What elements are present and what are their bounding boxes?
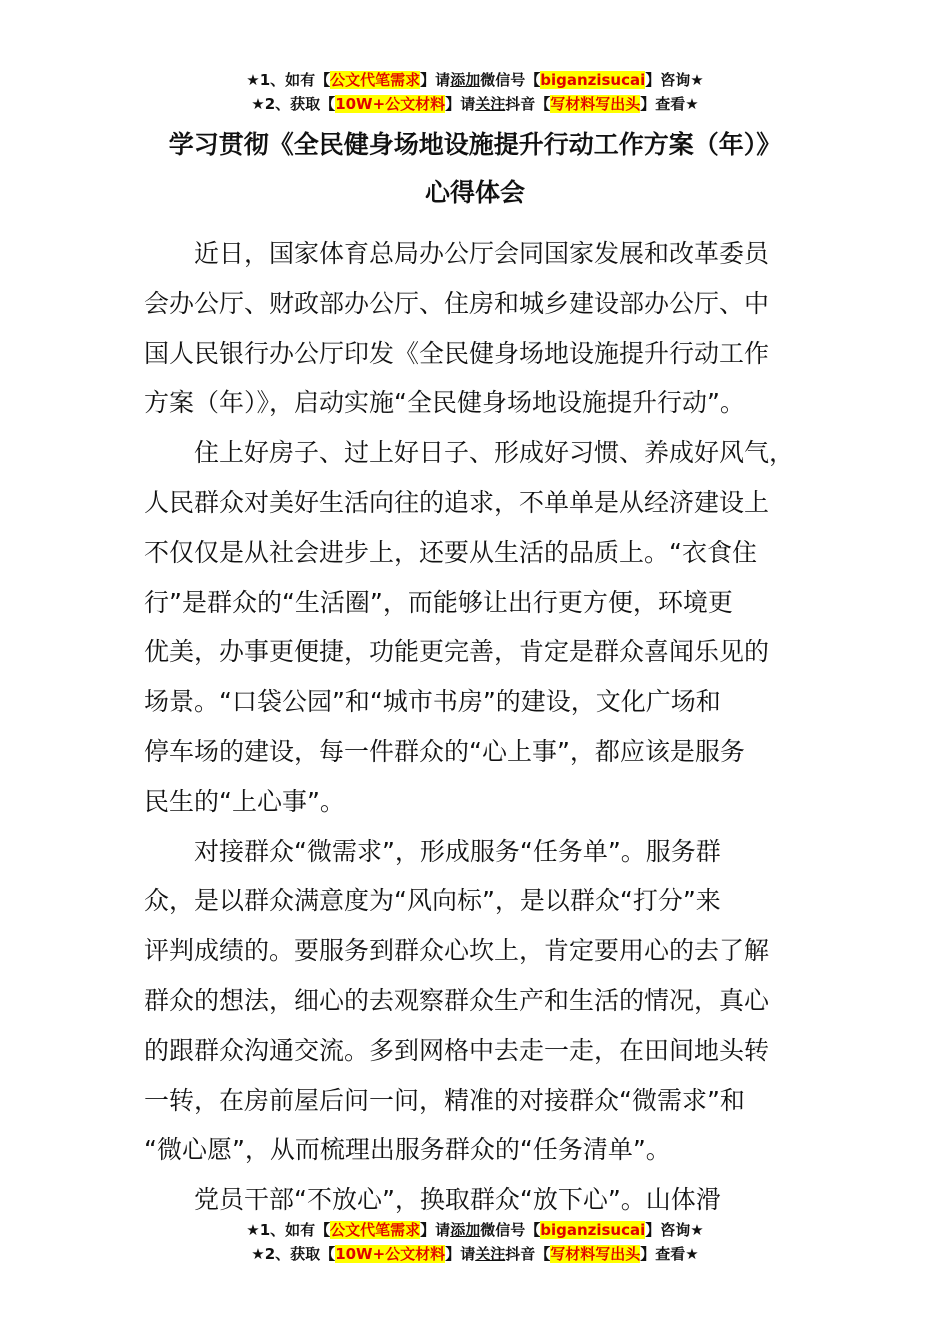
paragraph-line: 群众的想法，细心的去观察群众生产和生活的情况，真心 — [144, 985, 770, 1015]
banner-line-2: ★2、获取【10W+公文材料】请关注抖音【写材料写出头】查看★ — [251, 1245, 699, 1263]
paragraph-line: 停车场的建设，每一件群众的“心上事”，都应该是服务 — [144, 736, 745, 766]
footer-banner — [0, 1218, 950, 1266]
paragraph-line: 优美，办事更便捷，功能更完善，肯定是群众喜闻乐见的 — [144, 637, 770, 667]
banner-line-1: ★1、如有【公文代笔需求】请添加微信号【biganzisucai】咨询★ — [246, 1221, 704, 1239]
header-banner — [0, 68, 950, 116]
paragraph-line: 方案（年）》，启动实施“全民健身场地设施提升行动”。 — [144, 388, 745, 418]
paragraph-line: 行”是群众的“生活圈”，而能够让出行更方便，环境更 — [144, 587, 733, 617]
paragraph-line: 会办公厅、财政部办公厅、住房和城乡建设部办公厅、中 — [144, 288, 770, 318]
paragraph-line: 民生的“上心事”。 — [144, 786, 345, 816]
highlight-text: 10W+公文材料 — [335, 95, 446, 113]
document-title: 学习贯彻《全民健身场地设施提升行动工作方案（年）》 — [168, 130, 782, 159]
paragraph-line: 党员干部“不放心”，换取群众“放下心”。山体滑 — [194, 1185, 721, 1215]
paragraph-line: 人民群众对美好生活向往的追求，不单单是从经济建设上 — [144, 487, 770, 517]
paragraph-line: 评判成绩的。要服务到群众心坎上，肯定要用心的去了解 — [144, 936, 770, 966]
document-subtitle: 心得体会 — [424, 178, 525, 207]
paragraph-line: 一转，在房前屋后问一问，精准的对接群众“微需求”和 — [144, 1085, 745, 1115]
paragraph-line: 众，是以群众满意度为“风向标”，是以群众“打分”来 — [144, 886, 721, 916]
wechat-id: biganzisucai — [540, 1221, 646, 1239]
paragraph-line: 住上好房子、过上好日子、形成好习惯、养成好风气， — [194, 438, 795, 468]
wechat-id: biganzisucai — [540, 71, 646, 89]
paragraph-line: 国人民银行办公厅印发《全民健身场地设施提升行动工作 — [144, 338, 770, 368]
paragraph-line: 对接群众“微需求”，形成服务“任务单”。服务群 — [194, 836, 721, 866]
paragraph-line: 近日，国家体育总局办公厅会同国家发展和改革委员 — [194, 239, 770, 268]
douyin-id: 写材料写出头 — [550, 1245, 641, 1263]
paragraph-line: 的跟群众沟通交流。多到网格中去走一走，在田间地头转 — [144, 1035, 770, 1065]
banner-line-2: ★2、获取【10W+公文材料】请关注抖音【写材料写出头】查看★ — [251, 95, 699, 113]
highlight-text: 10W+公文材料 — [335, 1245, 446, 1263]
document-body — [144, 229, 834, 1225]
banner-line-1: ★1、如有【公文代笔需求】请添加微信号【biganzisucai】咨询★ — [246, 71, 704, 89]
paragraph-line: “微心愿”，从而梳理出服务群众的“任务清单”。 — [144, 1135, 671, 1165]
paragraph-line: 场景。“口袋公园”和“城市书房”的建设，文化广场和 — [144, 687, 721, 717]
douyin-id: 写材料写出头 — [550, 95, 641, 113]
paragraph-line: 不仅仅是从社会进步上，还要从生活的品质上。“衣食住 — [144, 537, 757, 567]
highlight-text: 公文代笔需求 — [330, 1221, 421, 1239]
highlight-text: 公文代笔需求 — [330, 71, 421, 89]
